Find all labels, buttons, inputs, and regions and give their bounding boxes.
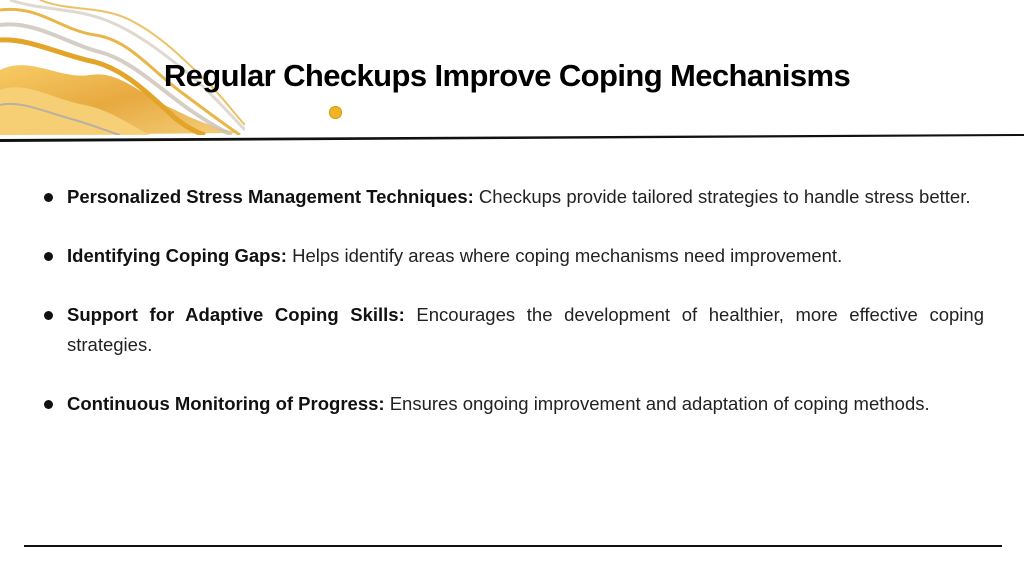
bullet-item — [44, 241, 984, 271]
bullet-term: Identifying Coping Gaps: — [67, 245, 293, 266]
bottom-divider — [24, 545, 1002, 547]
bullet-term: Continuous Monitoring of Progress: — [67, 393, 390, 414]
accent-dot — [329, 106, 342, 119]
bullet-item — [44, 182, 984, 212]
bullet-term: Personalized Stress Management Techniques: — [67, 186, 479, 207]
bullet-icon — [44, 311, 53, 320]
bullet-icon — [44, 193, 53, 202]
bullet-text: Ensures ongoing improvement and adaptation of coping methods. — [389, 393, 930, 414]
bullet-icon — [44, 252, 53, 261]
bullet-text: Encourages the development of healthier, more effective coping strategies. — [67, 304, 984, 355]
bullet-text: Checkups provide tailored strategies to handle stress better. — [478, 186, 971, 207]
bullet-item — [44, 300, 984, 360]
bullet-text: Helps identify areas where coping mechanisms need improvement. — [292, 245, 843, 266]
top-divider — [0, 134, 1024, 142]
slide-title: Regular Checkups Improve Coping Mechanisms — [163, 58, 851, 93]
bullet-list — [44, 182, 984, 448]
bullet-item — [44, 389, 984, 419]
bullet-term: Support for Adaptive Coping Skills: — [67, 304, 417, 325]
bullet-icon — [44, 400, 53, 409]
